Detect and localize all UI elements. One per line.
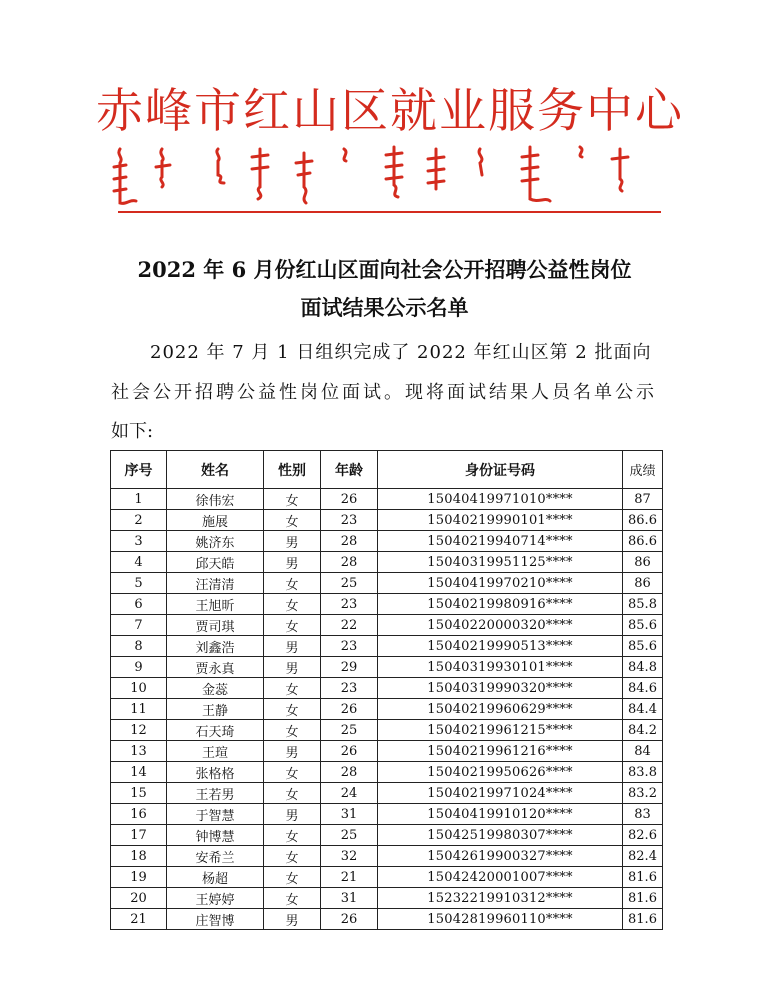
cell-gender: 女: [264, 825, 321, 846]
cell-serial: 19: [111, 867, 167, 888]
mongolian-script-logo: [100, 143, 660, 209]
table-row: [111, 573, 663, 594]
cell-name: 姚济东: [167, 531, 264, 552]
header-divider: [118, 211, 661, 213]
table-row: [111, 552, 663, 573]
table-row: [111, 825, 663, 846]
cell-age: 24: [321, 783, 378, 804]
cell-gender: 男: [264, 552, 321, 573]
table-row: [111, 762, 663, 783]
cell-age: 28: [321, 762, 378, 783]
cell-serial: 18: [111, 846, 167, 867]
cell-gender: 男: [264, 909, 321, 930]
document-title-line-1: 2022 年 6 月份红山区面向社会公开招聘公益性岗位: [137, 257, 632, 282]
cell-serial: 16: [111, 804, 167, 825]
cell-age: 25: [321, 720, 378, 741]
cell-serial: 17: [111, 825, 167, 846]
intro-paragraph-line-2: 社会公开招聘公益性岗位面试。现将面试结果人员名单公示: [111, 382, 657, 403]
cell-id-number: 15040419971010****: [378, 489, 623, 510]
cell-name: 钟博慧: [167, 825, 264, 846]
table-row: [111, 804, 663, 825]
org-name-heading: 赤峰市红山区就业服务中心: [96, 84, 684, 139]
cell-serial: 8: [111, 636, 167, 657]
cell-gender: 女: [264, 594, 321, 615]
cell-age: 26: [321, 489, 378, 510]
cell-score: 86.6: [623, 531, 663, 552]
cell-gender: 女: [264, 615, 321, 636]
cell-id-number: 15040219990513****: [378, 636, 623, 657]
cell-name: 金蕊: [167, 678, 264, 699]
cell-age: 26: [321, 741, 378, 762]
cell-score: 81.6: [623, 867, 663, 888]
header-score: 成绩: [623, 451, 663, 489]
cell-gender: 女: [264, 573, 321, 594]
cell-score: 84: [623, 741, 663, 762]
cell-gender: 男: [264, 804, 321, 825]
table-row: [111, 720, 663, 741]
table-row: [111, 741, 663, 762]
cell-serial: 4: [111, 552, 167, 573]
cell-name: 施展: [167, 510, 264, 531]
table-row: [111, 888, 663, 909]
cell-age: 31: [321, 804, 378, 825]
table-header-row: [111, 451, 663, 489]
cell-gender: 女: [264, 678, 321, 699]
cell-id-number: 15040219971024****: [378, 783, 623, 804]
cell-id-number: 15042619900327****: [378, 846, 623, 867]
table-row: [111, 636, 663, 657]
cell-age: 23: [321, 510, 378, 531]
cell-id-number: 15040219961216****: [378, 741, 623, 762]
cell-serial: 10: [111, 678, 167, 699]
cell-name: 邱天皓: [167, 552, 264, 573]
cell-gender: 女: [264, 510, 321, 531]
cell-gender: 男: [264, 657, 321, 678]
cell-age: 22: [321, 615, 378, 636]
cell-age: 28: [321, 552, 378, 573]
cell-gender: 女: [264, 783, 321, 804]
cell-gender: 女: [264, 720, 321, 741]
cell-name: 王瑄: [167, 741, 264, 762]
cell-id-number: 15232219910312****: [378, 888, 623, 909]
header-age: 年龄: [321, 451, 378, 489]
cell-age: 25: [321, 825, 378, 846]
cell-serial: 6: [111, 594, 167, 615]
cell-score: 81.6: [623, 909, 663, 930]
cell-gender: 女: [264, 867, 321, 888]
cell-gender: 女: [264, 699, 321, 720]
cell-gender: 男: [264, 636, 321, 657]
table-row: [111, 699, 663, 720]
table-row: [111, 678, 663, 699]
cell-serial: 15: [111, 783, 167, 804]
cell-score: 87: [623, 489, 663, 510]
cell-name: 汪清清: [167, 573, 264, 594]
cell-gender: 男: [264, 531, 321, 552]
cell-name: 于智慧: [167, 804, 264, 825]
cell-serial: 21: [111, 909, 167, 930]
table-row: [111, 657, 663, 678]
table-row: [111, 594, 663, 615]
cell-name: 庄智博: [167, 909, 264, 930]
cell-id-number: 15040319990320****: [378, 678, 623, 699]
cell-name: 王旭昕: [167, 594, 264, 615]
cell-score: 86: [623, 573, 663, 594]
table-row: [111, 615, 663, 636]
cell-age: 26: [321, 909, 378, 930]
cell-id-number: 15040319951125****: [378, 552, 623, 573]
cell-serial: 11: [111, 699, 167, 720]
cell-id-number: 15040220000320****: [378, 615, 623, 636]
cell-gender: 女: [264, 888, 321, 909]
cell-id-number: 15040219961215****: [378, 720, 623, 741]
cell-name: 安希兰: [167, 846, 264, 867]
cell-age: 23: [321, 636, 378, 657]
document-title-line-2: 面试结果公示名单: [300, 295, 469, 320]
cell-age: 23: [321, 594, 378, 615]
cell-name: 王静: [167, 699, 264, 720]
cell-id-number: 15042420001007****: [378, 867, 623, 888]
cell-score: 86.6: [623, 510, 663, 531]
cell-score: 83.2: [623, 783, 663, 804]
cell-name: 贾司琪: [167, 615, 264, 636]
cell-id-number: 15042519980307****: [378, 825, 623, 846]
cell-score: 84.4: [623, 699, 663, 720]
cell-id-number: 15040419910120****: [378, 804, 623, 825]
cell-score: 81.6: [623, 888, 663, 909]
table-row: [111, 867, 663, 888]
cell-gender: 女: [264, 846, 321, 867]
table-row: [111, 531, 663, 552]
cell-name: 张格格: [167, 762, 264, 783]
cell-gender: 女: [264, 489, 321, 510]
cell-score: 84.2: [623, 720, 663, 741]
cell-id-number: 15040219960629****: [378, 699, 623, 720]
cell-age: 23: [321, 678, 378, 699]
cell-name: 刘鑫浩: [167, 636, 264, 657]
cell-serial: 2: [111, 510, 167, 531]
cell-age: 29: [321, 657, 378, 678]
cell-score: 82.6: [623, 825, 663, 846]
cell-serial: 7: [111, 615, 167, 636]
cell-name: 贾永真: [167, 657, 264, 678]
cell-serial: 5: [111, 573, 167, 594]
table-row: [111, 909, 663, 930]
cell-age: 28: [321, 531, 378, 552]
cell-score: 84.8: [623, 657, 663, 678]
cell-name: 石天琦: [167, 720, 264, 741]
cell-name: 徐伟宏: [167, 489, 264, 510]
cell-score: 85.6: [623, 615, 663, 636]
cell-gender: 男: [264, 741, 321, 762]
cell-serial: 1: [111, 489, 167, 510]
cell-gender: 女: [264, 762, 321, 783]
header-name: 姓名: [167, 451, 264, 489]
cell-name: 王若男: [167, 783, 264, 804]
cell-name: 杨超: [167, 867, 264, 888]
header-id-number: 身份证号码: [378, 451, 623, 489]
cell-score: 83.8: [623, 762, 663, 783]
cell-score: 85.6: [623, 636, 663, 657]
cell-age: 21: [321, 867, 378, 888]
cell-id-number: 15040219990101****: [378, 510, 623, 531]
table-row: [111, 846, 663, 867]
cell-age: 31: [321, 888, 378, 909]
cell-age: 25: [321, 573, 378, 594]
cell-id-number: 15040219940714****: [378, 531, 623, 552]
cell-serial: 14: [111, 762, 167, 783]
results-table: [110, 450, 663, 930]
cell-serial: 12: [111, 720, 167, 741]
header-gender: 性别: [264, 451, 321, 489]
cell-score: 83: [623, 804, 663, 825]
table-row: [111, 783, 663, 804]
cell-id-number: 15040219980916****: [378, 594, 623, 615]
cell-serial: 3: [111, 531, 167, 552]
cell-serial: 20: [111, 888, 167, 909]
cell-id-number: 15040319930101****: [378, 657, 623, 678]
cell-score: 86: [623, 552, 663, 573]
cell-id-number: 15040419970210****: [378, 573, 623, 594]
intro-paragraph-line-3: 如下:: [111, 421, 154, 442]
header-serial: 序号: [111, 451, 167, 489]
cell-score: 85.8: [623, 594, 663, 615]
cell-id-number: 15040219950626****: [378, 762, 623, 783]
cell-age: 26: [321, 699, 378, 720]
cell-id-number: 15042819960110****: [378, 909, 623, 930]
table-row: [111, 489, 663, 510]
table-row: [111, 510, 663, 531]
cell-score: 82.4: [623, 846, 663, 867]
cell-score: 84.6: [623, 678, 663, 699]
cell-age: 32: [321, 846, 378, 867]
cell-serial: 13: [111, 741, 167, 762]
cell-name: 王婷婷: [167, 888, 264, 909]
intro-paragraph-line-1: 2022 年 7 月 1 日组织完成了 2022 年红山区第 2 批面向: [150, 342, 652, 363]
cell-serial: 9: [111, 657, 167, 678]
